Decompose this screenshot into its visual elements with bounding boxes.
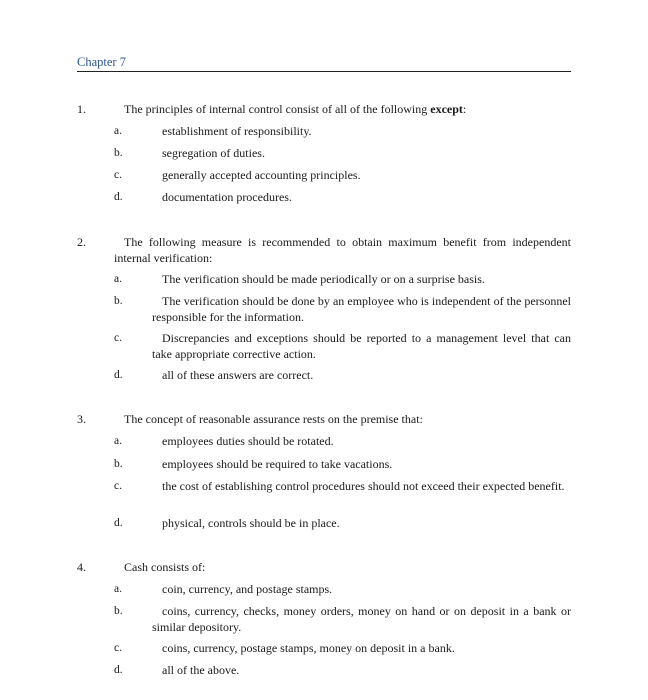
- question-stem: [114, 101, 571, 117]
- option-text: The verification should be made periodically or on a surprise basis.: [162, 272, 485, 286]
- option-label: d.: [114, 664, 123, 676]
- option-label: b.: [114, 458, 123, 470]
- option-label: a.: [114, 125, 122, 137]
- option-text: establishment of responsibility.: [162, 124, 312, 138]
- option-text: employees duties should be rotated.: [162, 434, 334, 448]
- question-stem-text: The principles of internal control consist of all of the following: [124, 102, 431, 116]
- option-label: d.: [114, 369, 123, 381]
- option-label: b.: [114, 147, 123, 159]
- option-text: all of the above.: [162, 663, 240, 677]
- option-label: c.: [114, 332, 122, 344]
- option-label: a.: [114, 273, 122, 285]
- option-text: physical, controls should be in place.: [162, 516, 340, 530]
- chapter-header: [77, 55, 571, 72]
- question-stem-emphasis: except: [430, 102, 463, 116]
- question-stem: The following measure is recommended to obtain maximum benefit from independent internal verification:: [114, 235, 571, 265]
- option-label: b.: [114, 295, 123, 307]
- option-label: b.: [114, 605, 123, 617]
- option-label: a.: [114, 583, 122, 595]
- option-label: c.: [114, 480, 122, 492]
- option-text: all of these answers are correct.: [162, 368, 314, 382]
- option-text: coins, currency, postage stamps, money on deposit in a bank.: [162, 641, 455, 655]
- option-label: d.: [114, 517, 123, 529]
- option-text: the cost of establishing control procedures should not exceed their expected benefit.: [162, 479, 565, 493]
- option-text: coins, currency, checks, money orders, money on hand or on deposit in a bank or similar depository.: [152, 604, 571, 634]
- option-text: generally accepted accounting principles.: [162, 168, 361, 182]
- question-number: 4.: [77, 560, 86, 574]
- question-number: 2.: [77, 235, 86, 249]
- option-text: segregation of duties.: [162, 146, 265, 160]
- question-number: 3.: [77, 412, 86, 426]
- option-text: coin, currency, and postage stamps.: [162, 582, 333, 596]
- option-label: a.: [114, 435, 122, 447]
- option-text: Discrepancies and exceptions should be reported to a management level that can take appropriate corrective action.: [152, 331, 571, 361]
- chapter-title: Chapter 7: [77, 55, 126, 69]
- question-stem: The concept of reasonable assurance rests on the premise that:: [124, 412, 423, 426]
- option-label: c.: [114, 169, 122, 181]
- question-stem-end: :: [462, 102, 467, 116]
- question-number: 1.: [77, 102, 86, 116]
- option-label: d.: [114, 191, 123, 203]
- question-stem: Cash consists of:: [124, 560, 206, 574]
- option-label: c.: [114, 642, 122, 654]
- option-text: employees should be required to take vacations.: [162, 457, 393, 471]
- option-text: documentation procedures.: [162, 190, 292, 204]
- option-text: The verification should be done by an employee who is independent of the personnel responsible for the information.: [152, 294, 571, 324]
